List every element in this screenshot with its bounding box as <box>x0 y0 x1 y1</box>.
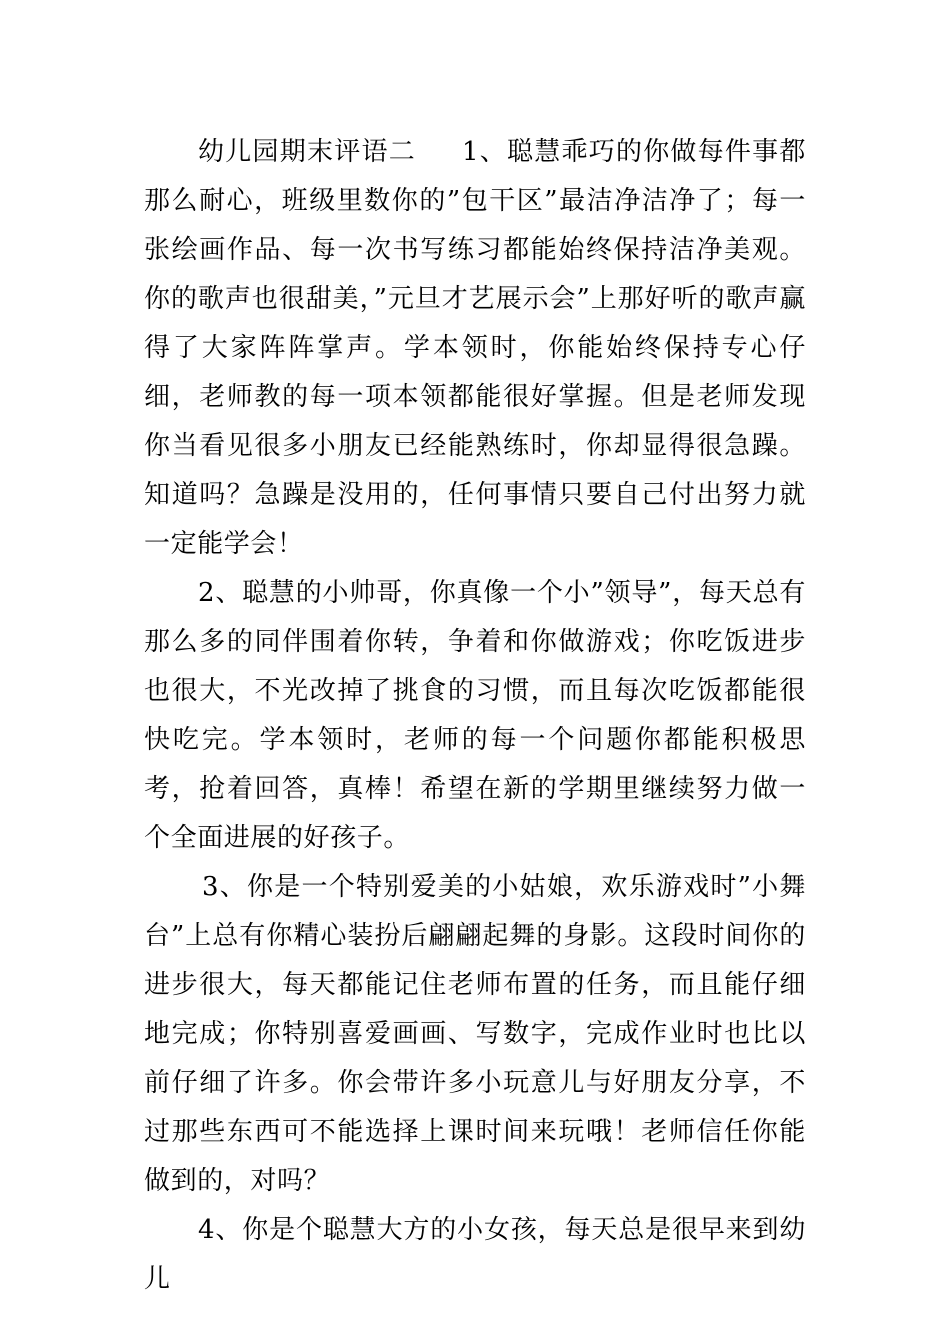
paragraph-1-text: 1、聪慧乖巧的你做每件事都那么耐心，班级里数你的”包干区”最洁净洁净了；每一张绘画作品、每一次书写练习都能始终保持洁净美观。你的歌声也很甜美，”元旦才艺展示会”上那好听的歌声赢得了大家阵阵掌声。学本领时，你能始终保持专心仔细，老师教的每一项本领都能很好掌握。但是老师发现你当看见很多小朋友已经能熟练时，你却显得很急躁。知道吗？急躁是没用的，任何事情只要自己付出努力就一定能学会！ <box>144 137 807 559</box>
paragraph-4: 4、你是个聪慧大方的小女孩，每天总是很早来到幼儿 <box>144 1215 806 1294</box>
paragraph-3: 3、你是一个特别爱美的小姑娘，欢乐游戏时”小舞台”上总有你精心装扮后翩翩起舞的身影。这段时间你的进步很大，每天都能记住老师布置的任务，而且能仔细地完成；你特别喜爱画画、写数字，完成作业时也比以前仔细了许多。你会带许多小玩意儿与好朋友分享，不过那些东西可不能选择上课时间来玩哦！老师信任你能做到的，对吗？ <box>144 872 806 1196</box>
document-title: 幼儿园期末评语二 <box>198 137 416 167</box>
paragraph-2: 2、聪慧的小帅哥，你真像一个小”领导”，每天总有那么多的同伴围着你转，争着和你做游戏；你吃饭进步也很大，不光改掉了挑食的习惯，而且每次吃饭都能很快吃完。学本领时，老师的每一个问题你都能积极思考，抢着回答，真棒！希望在新的学期里继续努力做一个全面进展的好孩子。 <box>144 578 806 853</box>
paragraph-1 <box>144 128 806 569</box>
document-body <box>144 128 806 1304</box>
